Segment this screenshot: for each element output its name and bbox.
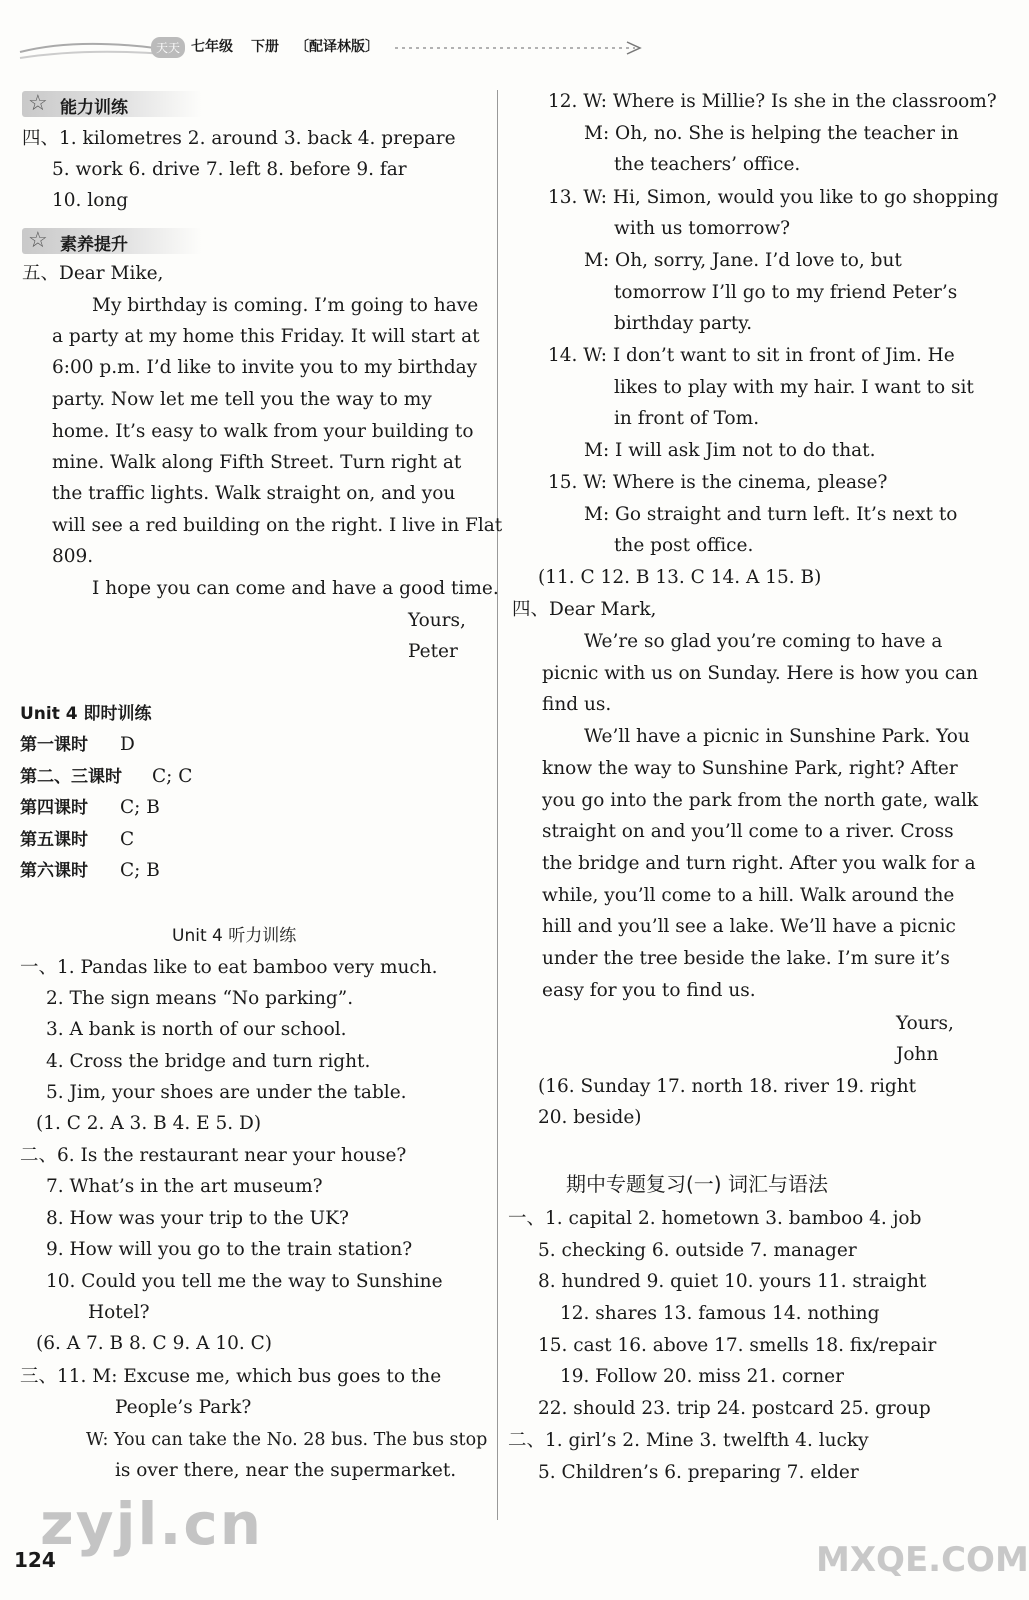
dialog-line: the post office. — [614, 535, 754, 556]
dialog-line: 12. W: Where is Millie? Is she in the classroom? — [548, 91, 997, 112]
answer-line: 四、1. kilometres 2. around 3. back 4. prepare — [22, 128, 456, 149]
midterm-title: 期中专题复习(一) 词汇与语法 — [566, 1172, 828, 1196]
dialog-line: in front of Tom. — [614, 408, 760, 429]
letter-line: 6:00 p.m. I’d like to invite you to my birthday — [52, 357, 478, 378]
vocab-line: 5. checking 6. outside 7. manager — [538, 1240, 857, 1261]
listening-line: 10. Could you tell me the way to Sunshine — [46, 1271, 443, 1292]
lesson-answer: D — [120, 734, 135, 755]
letter-line: I hope you can come and have a good time. — [92, 578, 499, 599]
dialog-line: likes to play with my hair. I want to sit — [614, 377, 974, 398]
vocab-line: 8. hundred 9. quiet 10. yours 11. straight — [538, 1271, 927, 1292]
letter2-line: the bridge and turn right. After you walk for a — [542, 853, 976, 874]
dialog-line: birthday party. — [614, 313, 753, 334]
vocab-line: 12. shares 13. famous 14. nothing — [560, 1303, 880, 1324]
dialog-line: 13. W: Hi, Simon, would you like to go shopping — [548, 187, 999, 208]
letter2-answers: (16. Sunday 17. north 18. river 19. right — [538, 1076, 917, 1097]
dialog-line: 14. W: I don’t want to sit in front of Jim. He — [548, 345, 955, 366]
dialog-line: 15. W: Where is the cinema, please? — [548, 472, 888, 493]
listening-line: People’s Park? — [115, 1397, 252, 1418]
listening-line: 8. How was your trip to the UK? — [46, 1208, 349, 1229]
lesson-answer: C; C — [152, 766, 193, 787]
listening-line: 三、11. M: Excuse me, which bus goes to the — [20, 1366, 442, 1387]
listening-line: is over there, near the supermarket. — [115, 1460, 457, 1481]
letter-line: 809. — [52, 546, 94, 567]
listening-answers: (6. A 7. B 8. C 9. A 10. C) — [36, 1333, 273, 1354]
page-header — [15, 30, 655, 70]
lesson-label: 第一课时 — [20, 735, 88, 755]
watermark-left: zyjl.cn — [40, 1490, 264, 1558]
section-title: 素养提升 — [60, 235, 128, 255]
letter2-line: We’ll have a picnic in Sunshine Park. You — [584, 726, 970, 747]
lesson-label: 第二、三课时 — [20, 767, 122, 787]
section-ability-training — [22, 91, 202, 117]
letter-line: a party at my home this Friday. It will start at — [52, 326, 480, 347]
header-badge: 天天 — [151, 37, 185, 58]
vocab-line: 22. should 23. trip 24. postcard 25. group — [538, 1398, 931, 1419]
letter-line: will see a red building on the right. I live in Flat — [52, 515, 503, 536]
letter-line: home. It’s easy to walk from your building to — [52, 421, 474, 442]
vocab-line: 二、1. girl’s 2. Mine 3. twelfth 4. lucky — [508, 1430, 869, 1451]
unit4-title: Unit 4 即时训练 — [20, 704, 152, 724]
letter-line: party. Now let me tell you the way to my — [52, 389, 432, 410]
listening-line: Hotel? — [88, 1302, 150, 1323]
dialog-line: the teachers’ office. — [614, 154, 801, 175]
header-volume: 下册 — [251, 39, 279, 55]
listening-answers: (1. C 2. A 3. B 4. E 5. D) — [36, 1113, 262, 1134]
letter2-answers: 20. beside) — [538, 1107, 642, 1128]
dialog-line: M: Oh, no. She is helping the teacher in — [584, 123, 959, 144]
page-number: 124 — [14, 1548, 56, 1572]
lesson-answer: C; B — [120, 860, 160, 881]
lesson-answer: C; B — [120, 797, 160, 818]
dialog-answers: (11. C 12. B 13. C 14. A 15. B) — [538, 567, 822, 588]
letter2-line: find us. — [542, 694, 612, 715]
header-grade: 七年级 — [191, 39, 233, 55]
letter-closing: Yours, — [408, 610, 466, 631]
answer-line: 5. work 6. drive 7. left 8. before 9. far — [52, 159, 407, 180]
lesson-label: 第六课时 — [20, 861, 88, 881]
column-divider — [497, 90, 498, 1520]
listening-line: 7. What’s in the art museum? — [46, 1176, 323, 1197]
letter2-line: straight on and you’ll come to a river. Cross — [542, 821, 954, 842]
dialog-line: M: Go straight and turn left. It’s next to — [584, 504, 958, 525]
dialog-line: M: I will ask Jim not to do that. — [584, 440, 876, 461]
letter-line: the traffic lights. Walk straight on, and you — [52, 483, 456, 504]
star-icon: ☆ — [28, 91, 48, 116]
letter-signature: Peter — [408, 641, 458, 662]
letter2-line: We’re so glad you’re coming to have a — [584, 631, 943, 652]
letter2-closing: Yours, — [896, 1013, 954, 1034]
section-title: 能力训练 — [60, 98, 128, 118]
letter2-line: easy for you to find us. — [542, 980, 756, 1001]
letter-line: 五、Dear Mike, — [22, 263, 164, 284]
listening-line: 一、1. Pandas like to eat bamboo very much. — [20, 957, 438, 978]
listening-line: 9. How will you go to the train station? — [46, 1239, 413, 1260]
vocab-line: 19. Follow 20. miss 21. corner — [560, 1366, 844, 1387]
header-edition: 〔配译林版〕 — [295, 39, 379, 55]
listening-line: 5. Jim, your shoes are under the table. — [46, 1082, 407, 1103]
letter-line: mine. Walk along Fifth Street. Turn right at — [52, 452, 462, 473]
dialog-line: with us tomorrow? — [614, 218, 791, 239]
letter2-line: picnic with us on Sunday. Here is how you can — [542, 663, 979, 684]
vocab-line: 15. cast 16. above 17. smells 18. fix/repair — [538, 1335, 937, 1356]
watermark-right: MXQE.COM — [816, 1540, 1029, 1580]
answer-line: 10. long — [52, 190, 129, 211]
letter2-line: know the way to Sunshine Park, right? After — [542, 758, 958, 779]
letter2-line: you go into the park from the north gate, walk — [542, 790, 979, 811]
section-literacy — [22, 228, 202, 254]
letter2-signature: John — [896, 1044, 939, 1065]
listening-title: Unit 4 听力训练 — [172, 926, 297, 946]
star-icon: ☆ — [28, 228, 48, 253]
listening-line: 2. The sign means “No parking”. — [46, 988, 354, 1009]
letter2-line: under the tree beside the lake. I’m sure it’s — [542, 948, 950, 969]
vocab-line: 一、1. capital 2. hometown 3. bamboo 4. job — [508, 1208, 922, 1229]
letter2-line: while, you’ll come to a hill. Walk around the — [542, 885, 955, 906]
listening-line: 3. A bank is north of our school. — [46, 1019, 347, 1040]
lesson-label: 第四课时 — [20, 798, 88, 818]
letter2-line: 四、Dear Mark, — [512, 599, 657, 620]
letter-line: My birthday is coming. I’m going to have — [92, 295, 479, 316]
letter2-line: hill and you’ll see a lake. We’ll have a picnic — [542, 916, 956, 937]
vocab-line: 5. Children’s 6. preparing 7. elder — [538, 1462, 859, 1483]
listening-line: 4. Cross the bridge and turn right. — [46, 1051, 371, 1072]
dialog-line: M: Oh, sorry, Jane. I’d love to, but — [584, 250, 902, 271]
lesson-answer: C — [120, 829, 135, 850]
lesson-label: 第五课时 — [20, 830, 88, 850]
listening-line: 二、6. Is the restaurant near your house? — [20, 1145, 407, 1166]
listening-line: W: You can take the No. 28 bus. The bus stop — [86, 1430, 488, 1450]
dialog-line: tomorrow I’ll go to my friend Peter’s — [614, 282, 958, 303]
